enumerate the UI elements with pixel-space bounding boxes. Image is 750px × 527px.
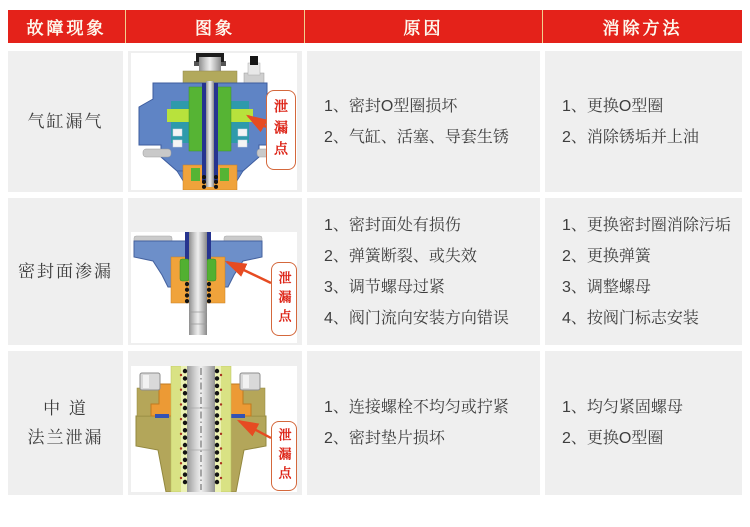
cause-item: 2、密封垫片损坏 — [324, 430, 445, 447]
header-col-cause: 原因 — [304, 10, 542, 43]
fault-cell-row1 — [8, 51, 123, 192]
remedy-list-row1 — [545, 51, 742, 192]
remedy-item: 2、更换O型圈 — [562, 430, 664, 447]
leak-point-badge — [271, 262, 297, 336]
diagram-row2 — [131, 232, 297, 343]
remedy-item: 2、消除锈垢并上油 — [562, 128, 699, 146]
fault-label: 中 道 — [43, 399, 88, 418]
remedy-item: 1、均匀紧固螺母 — [562, 399, 683, 416]
cause-item: 2、气缸、活塞、导套生锈 — [324, 128, 509, 146]
header-col-image: 图象 — [125, 10, 304, 43]
cause-item: 4、阀门流向安装方向错误 — [324, 309, 509, 327]
leak-point-label: 泄漏点 — [276, 427, 292, 485]
remedy-item: 1、更换O型圈 — [562, 97, 664, 115]
remedy-list-row2 — [545, 198, 742, 345]
diagram-row3 — [131, 366, 297, 492]
leak-point-badge — [271, 421, 297, 491]
image-cell-row3 — [128, 351, 302, 495]
header-col-remedy: 消除方法 — [542, 10, 742, 43]
remedy-item: 1、更换密封圈消除污垢 — [562, 216, 731, 234]
cause-item: 1、密封面处有损伤 — [324, 216, 461, 234]
causes-list-row2 — [307, 198, 540, 345]
cause-item: 3、调节螺母过紧 — [324, 278, 445, 296]
remedy-item: 3、调整螺母 — [562, 278, 651, 296]
leak-point-badge — [266, 90, 296, 170]
fault-cell-row3 — [8, 351, 123, 495]
cause-item: 1、连接螺栓不均匀或拧紧 — [324, 399, 509, 416]
fault-label: 密封面渗漏 — [18, 262, 113, 281]
cause-item: 1、密封O型圈损坏 — [324, 97, 458, 115]
fault-label: 法兰泄漏 — [27, 428, 104, 447]
causes-list-row3 — [307, 351, 540, 495]
image-cell-row1 — [128, 51, 302, 192]
header-col-fault: 故障现象 — [26, 19, 107, 38]
image-cell-row2 — [128, 198, 302, 345]
diagram-row1 — [131, 53, 297, 190]
fault-label: 气缸漏气 — [27, 112, 104, 131]
cause-item: 2、弹簧断裂、或失效 — [324, 247, 477, 265]
leak-point-label: 泄漏点 — [276, 270, 292, 328]
leak-point-label: 泄漏点 — [273, 98, 289, 162]
causes-list-row1 — [307, 51, 540, 192]
fault-cell-row2 — [8, 198, 123, 345]
remedy-item: 4、按阀门标志安装 — [562, 309, 699, 327]
table-header — [8, 10, 742, 43]
remedy-item: 2、更换弹簧 — [562, 247, 651, 265]
remedy-list-row3 — [545, 351, 742, 495]
